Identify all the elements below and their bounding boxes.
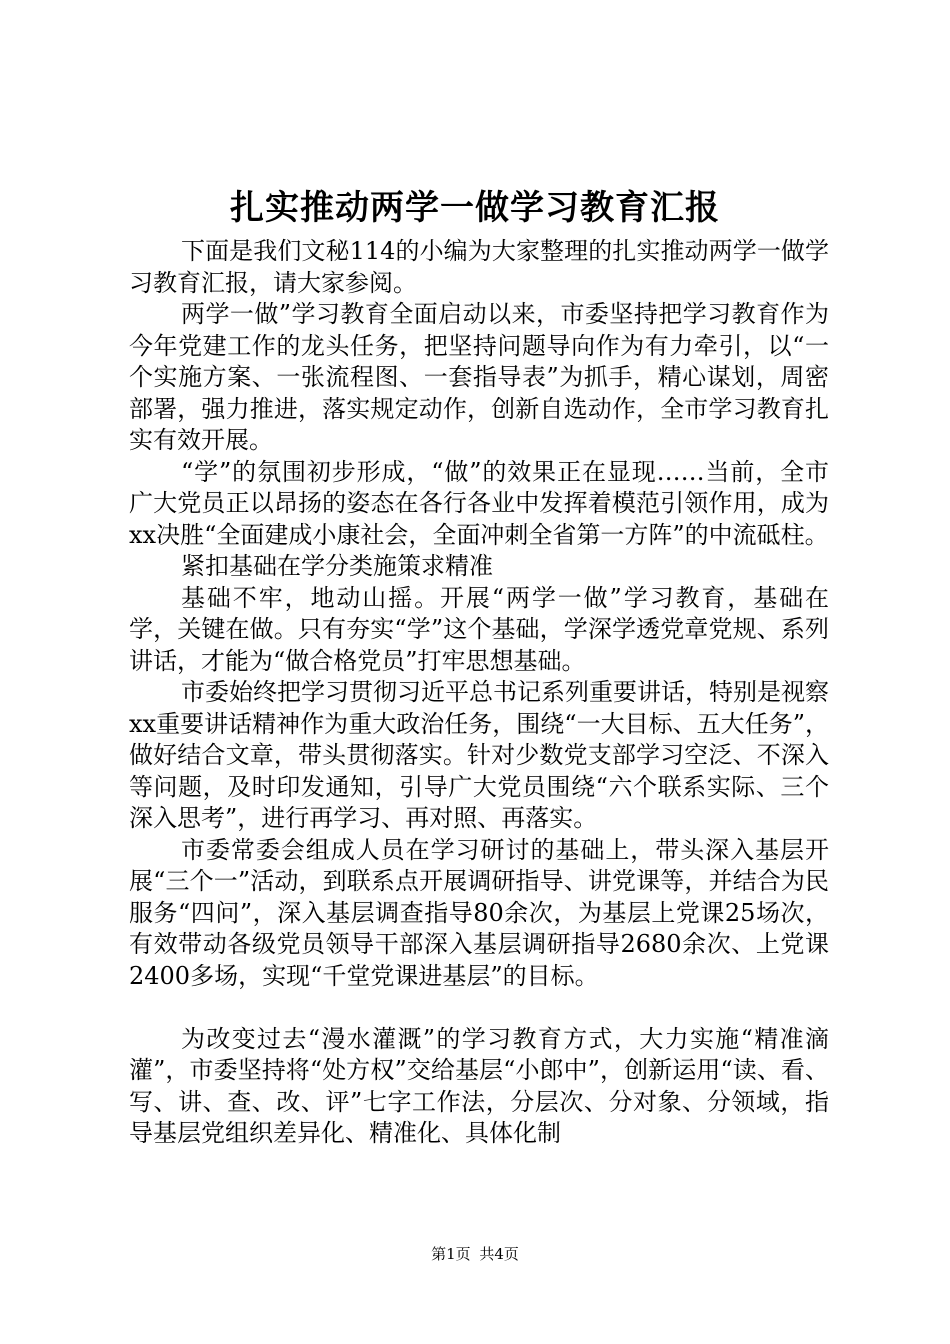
paragraph-spacer bbox=[129, 992, 829, 1024]
document-body bbox=[129, 236, 829, 1150]
paragraph-intro: 下面是我们文秘114的小编为大家整理的扎实推动两学一做学习教育汇报，请大家参阅。 bbox=[129, 237, 829, 297]
page-title: 扎实推动两学一做学习教育汇报 bbox=[230, 188, 720, 228]
section-heading: 紧扣基础在学分类施策求精准 bbox=[181, 552, 493, 580]
paragraph-precision: 为改变过去“漫水灌溉”的学习教育方式，大力实施“精准滴灌”，市委坚持将“处方权”交给基层“小郎中”，创新运用“读、看、写、讲、查、改、评”七字工作法，分层次、分对象、分领域，指导基层党组织差异化、精准化、具体化制 bbox=[129, 1024, 829, 1147]
paragraph-committee-study: 市委始终把学习贯彻习近平总书记系列重要讲话，特别是视察xx重要讲话精神作为重大政治任务，围绕“一大目标、五大任务”，做好结合文章，带头贯彻落实。针对少数党支部学习空泛、不深入等问题，及时印发通知，引导广大党员围绕“六个联系实际、三个深入思考”，进行再学习、再对照、再落实。 bbox=[129, 678, 829, 832]
paragraph-atmosphere: “学”的氛围初步形成，“做”的效果正在显现……当前，全市广大党员正以昂扬的姿态在各行各业中发挥着模范引领作用，成为xx决胜“全面建成小康社会，全面冲刺全省第一方阵”的中流砥柱。 bbox=[129, 457, 829, 549]
page-footer: 第1页 共4页 bbox=[431, 1245, 519, 1263]
paragraph-foundation: 基础不牢，地动山摇。开展“两学一做”学习教育，基础在学，关键在做。只有夯实“学”这个基础，学深学透党章党规、系列讲话，才能为“做合格党员”打牢思想基础。 bbox=[129, 583, 829, 675]
paragraph-launch: 两学一做”学习教育全面启动以来，市委坚持把学习教育作为今年党建工作的龙头任务，把坚持问题导向作为有力牵引，以“一个实施方案、一张流程图、一套指导表”为抓手，精心谋划，周密部署，强力推进，落实规定动作，创新自选动作，全市学习教育扎实有效开展。 bbox=[129, 300, 829, 454]
paragraph-standing-committee: 市委常委会组成人员在学习研讨的基础上，带头深入基层开展“三个一”活动，到联系点开展调研指导、讲党课等，并结合为民服务“四问”，深入基层调查指导80余次，为基层上党课25场次，有效带动各级党员领导干部深入基层调研指导2680余次、上党课2400多场，实现“千堂党课进基层”的目标。 bbox=[129, 835, 829, 990]
